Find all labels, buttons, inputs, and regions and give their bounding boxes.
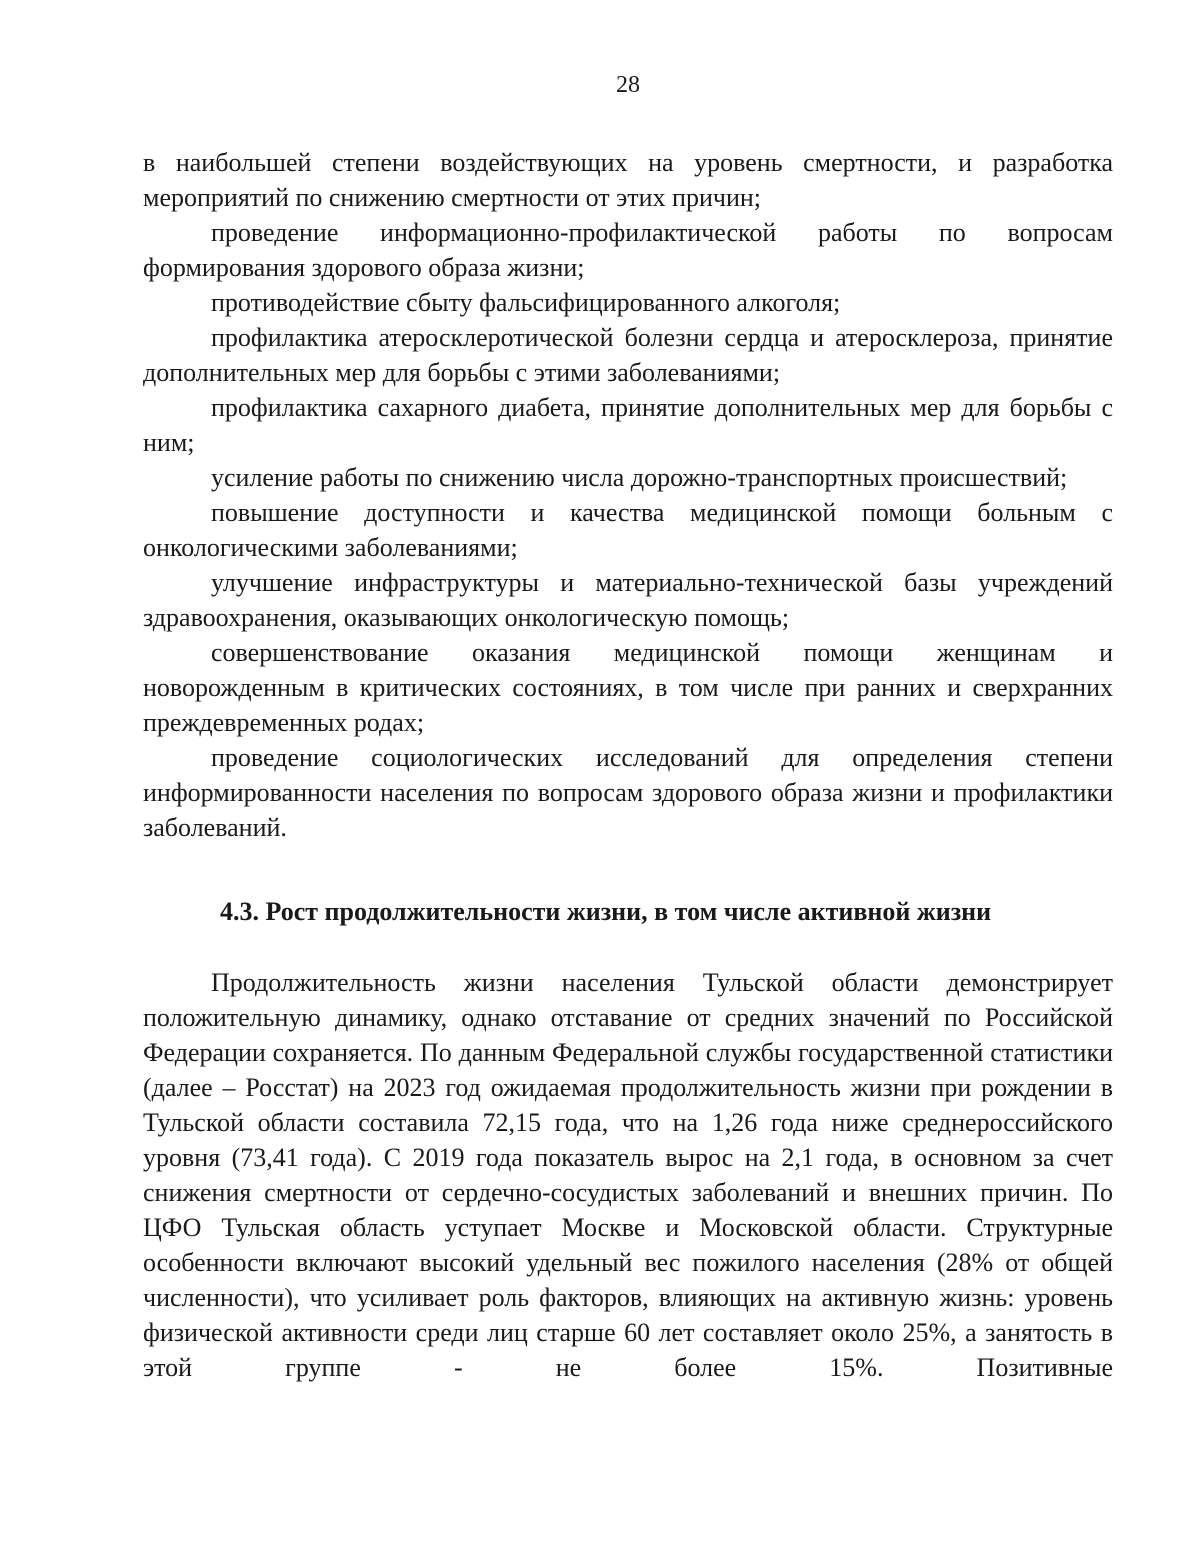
list-item: проведение информационно-профилактической работы по вопросам формирования здорового образа жизни; (143, 218, 1113, 282)
list-item: повышение доступности и качества медицинской помощи больным с онкологическими заболеваниями; (143, 498, 1113, 562)
list-item: улучшение инфраструктуры и материально-технической базы учреждений здравоохранения, оказывающих онкологическую помощь; (143, 568, 1113, 632)
list-item: противодействие сбыту фальсифицированного алкоголя; (211, 288, 841, 317)
section-paragraph: Продолжительность жизни населения Тульской области демонстрирует положительную динамику, однако отставание от средних значений по Российской Федерации сохраняется. По данным Федеральной службы государственной статистики (далее – Росстат) на 2023 год ожидаемая продолжительность жизни при рождении в Тульской области составила 72,15 года, что на 1,26 года ниже среднероссийского уровня (73,41 года). С 2019 года показатель вырос на 2,1 года, в основном за счет снижения смертности от сердечно-сосудистых заболеваний и внешних причин. По ЦФО Тульская область уступает Москве и Московской области. Структурные особенности включают высокий удельный вес пожилого населения (28% от общей численности), что усиливает роль факторов, влияющих на активную жизнь: уровень физической активности среди лиц старше 60 лет составляет около 25%, а занятость в этой группе - не более 15%. Позитивные (143, 968, 1113, 1382)
list-item: усиление работы по снижению числа дорожно-транспортных происшествий; (211, 463, 1068, 492)
list-item: профилактика сахарного диабета, принятие дополнительных мер для борьбы с ним; (143, 393, 1113, 457)
list-item: проведение социологических исследований для определения степени информированности населения по вопросам здорового образа жизни и профилактики заболеваний. (143, 743, 1113, 842)
list-item: совершенствование оказания медицинской помощи женщинам и новорожденным в критических состояниях, в том числе при ранних и сверхранних преждевременных родах; (143, 638, 1113, 737)
document-body (143, 145, 1113, 1385)
section-heading: 4.3. Рост продолжительности жизни, в том числе активной жизни (220, 897, 992, 926)
list-item: профилактика атеросклеротической болезни сердца и атеросклероза, принятие дополнительных мер для борьбы с этими заболеваниями; (143, 323, 1113, 387)
page-number: 28 (616, 72, 640, 98)
list-item: в наибольшей степени воздействующих на уровень смертности, и разработка мероприятий по снижению смертности от этих причин; (143, 148, 1113, 212)
